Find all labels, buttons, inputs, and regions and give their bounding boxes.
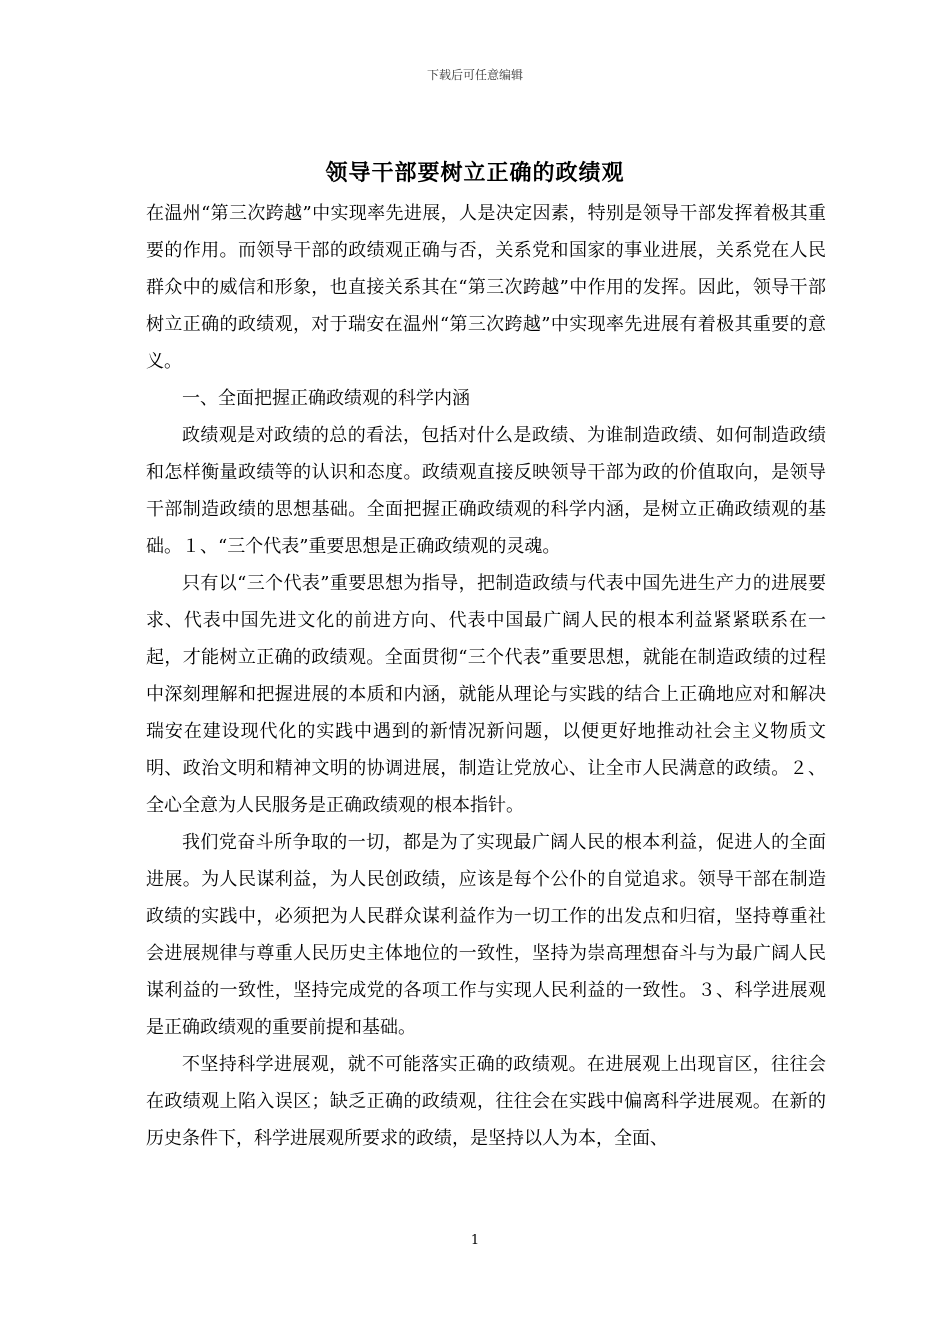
paragraph-intro: 在温州“第三次跨越”中实现率先进展，人是决定因素，特别是领导干部发挥着极其重要的作用。而领导干部的政绩观正确与否，关系党和国家的事业进展，关系党在人民群众中的威信和形象，也直接关系其在“第三次跨越”中作用的发挥。因此，领导干部树立正确的政绩观，对于瑞安在温州“第三次跨越”中实现率先进展有着极其重要的意义。 (146, 203, 826, 372)
paragraph: 政绩观是对政绩的总的看法，包括对什么是政绩、为谁制造政绩、如何制造政绩和怎样衡量政绩等的认识和态度。政绩观直接反映领导干部为政的价值取向，是领导干部制造政绩的思想基础。全面把握正确政绩观的科学内涵，是树立正确政绩观的基础。１、“三个代表”重要思想是正确政绩观的灵魂。 (146, 425, 826, 557)
paragraph: 我们党奋斗所争取的一切，都是为了实现最广阔人民的根本利益，促进人的全面进展。为人民谋利益，为人民创政绩，应该是每个公仆的自觉追求。领导干部在制造政绩的实践中，必须把为人民群众谋利益作为一切工作的出发点和归宿，坚持尊重社会进展规律与尊重人民历史主体地位的一致性，坚持为崇高理想奋斗与为最广阔人民谋利益的一致性，坚持完成党的各项工作与实现人民利益的一致性。３、科学进展观是正确政绩观的重要前提和基础。 (146, 832, 826, 1038)
section-heading: 一、全面把握正确政绩观的科学内涵 (182, 388, 470, 409)
paragraph: 不坚持科学进展观，就不可能落实正确的政绩观。在进展观上出现盲区，往往会在政绩观上陷入误区；缺乏正确的政绩观，往往会在实践中偏离科学进展观。在新的历史条件下，科学进展观所要求的政绩，是坚持以人为本，全面、 (146, 1054, 826, 1149)
document-title: 领导干部要树立正确的政绩观 (325, 160, 625, 186)
page-number: 1 (470, 1233, 480, 1248)
page-header: 下载后可任意编辑 (426, 68, 523, 82)
document-body (146, 195, 826, 1157)
paragraph: 只有以“三个代表”重要思想为指导，把制造政绩与代表中国先进生产力的进展要求、代表中国先进文化的前进方向、代表中国最广阔人民的根本利益紧紧联系在一起，才能树立正确的政绩观。全面贯彻“三个代表”重要思想，就能在制造政绩的过程中深刻理解和把握进展的本质和内涵，就能从理论与实践的结合上正确地应对和解决瑞安在建设现代化的实践中遇到的新情况新问题，以便更好地推动社会主义物质文明、政治文明和精神文明的协调进展，制造让党放心、让全市人民满意的政绩。２、全心全意为人民服务是正确政绩观的根本指针。 (146, 573, 826, 816)
